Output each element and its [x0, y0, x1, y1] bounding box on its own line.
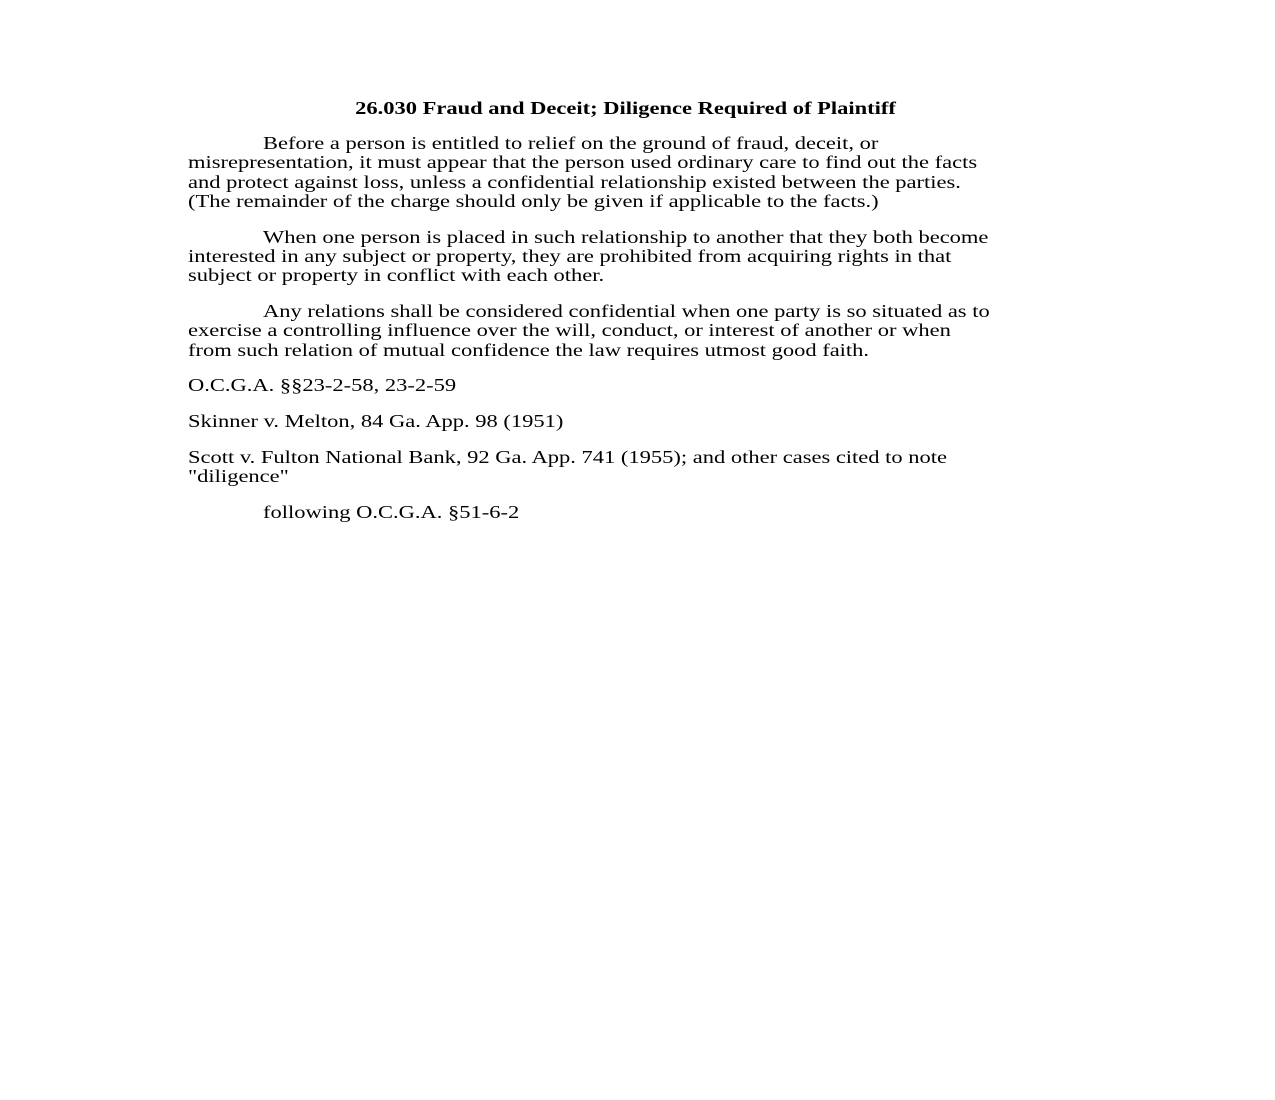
text-line: Any relations shall be considered confidential when one party is so situated as to: [263, 301, 990, 322]
section-title: 26.030 Fraud and Deceit; Diligence Required of Plaintiff: [355, 98, 896, 118]
citation-scott: [188, 448, 1063, 487]
citation-skinner: [188, 412, 1063, 431]
citation-text: Scott v. Fulton National Bank, 92 Ga. App. 741 (1955); and other cases cited to note: [188, 447, 948, 468]
text-line: interested in any subject or property, they are prohibited from acquiring rights in that: [188, 245, 952, 266]
citation-text: following O.C.G.A. §51-6-2: [263, 502, 520, 523]
citation-text: "diligence": [188, 466, 289, 487]
text-line: subject or property in conflict with each other.: [188, 265, 605, 286]
text-line: from such relation of mutual confidence the law requires utmost good faith.: [188, 339, 870, 360]
citation-text: Skinner v. Melton, 84 Ga. App. 98 (1951): [188, 411, 564, 432]
text-line: When one person is placed in such relationship to another that they both become: [263, 226, 989, 247]
citation-text: O.C.G.A. §§23-2-58, 23-2-59: [188, 375, 457, 396]
citation-following: [188, 503, 1063, 522]
text-line: exercise a controlling influence over the will, conduct, or interest of another or when: [188, 320, 951, 341]
text-line: and protect against loss, unless a confidential relationship existed between the parties.: [188, 171, 961, 192]
paragraph-diligence: [188, 134, 1063, 211]
text-line: Before a person is entitled to relief on the ground of fraud, deceit, or: [263, 133, 879, 153]
document-page: [188, 99, 1063, 539]
paragraph-relationship: [188, 228, 1063, 286]
text-line: (The remainder of the charge should only be given if applicable to the facts.): [188, 190, 879, 211]
paragraph-confidential: [188, 302, 1063, 360]
citation-ocga: [188, 376, 1063, 395]
text-line: misrepresentation, it must appear that the person used ordinary care to find out the facts: [188, 152, 978, 173]
